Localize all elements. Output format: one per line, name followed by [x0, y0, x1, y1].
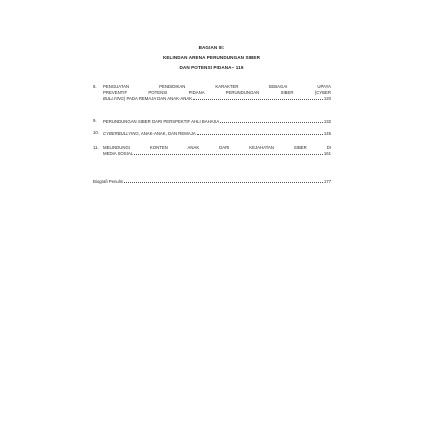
dot-leader	[124, 178, 323, 183]
dot-leader	[220, 118, 323, 123]
entry-number: 8.	[93, 84, 97, 89]
toc-entry-9[interactable]	[93, 118, 331, 125]
entry-title-end: MEDIA SOSIAL	[103, 151, 134, 157]
entry-title: PERUNDUNGAN SIBER DARI PERSPEKTIF AHLI BAHASA	[103, 118, 220, 124]
entry-title-rest: , ANAK-ANAK, DAN REMAJA	[138, 130, 196, 136]
toc-entry-11[interactable]	[93, 145, 331, 158]
part-title-line2	[0, 65, 423, 71]
dot-leader	[193, 96, 323, 101]
entry-line-1: MELINDUNGI KONTEN ANAK DARI KEJAHATAN SIBER DI	[103, 145, 331, 150]
entry-number: 11.	[93, 145, 99, 150]
entry-line-1	[103, 130, 331, 136]
entry-line-3	[103, 96, 331, 102]
entry-page-number: 132	[323, 118, 331, 124]
toc-entry-10[interactable]	[93, 130, 331, 137]
entry-page-number: 145	[323, 130, 331, 136]
entry-line-2	[103, 151, 331, 157]
entry-page-number: 177	[323, 178, 331, 184]
entry-text	[103, 118, 331, 124]
entry-text	[103, 145, 331, 157]
dot-leader	[134, 151, 323, 156]
part-label: BAGIAN III:	[198, 45, 225, 50]
toc-entry-biografi[interactable]	[93, 178, 331, 185]
entry-text	[103, 130, 331, 136]
part-title-text: DAN POTENSI PIDANA	[179, 65, 232, 70]
part-page-number: ~ 119	[231, 65, 244, 70]
entry-line-2: PREVENTIF POTENSI PIDANA PERUNDUNGAN SIBER (CYBER	[103, 89, 331, 95]
entry-number: 10.	[93, 130, 99, 135]
entry-italic-term: BULLYING	[103, 96, 124, 102]
entry-number: 9.	[93, 118, 97, 123]
entry-title: Biografi Penulis	[93, 178, 123, 184]
part-title-line1: KELINDAN ARENA PERUNDUNGAN SIBER	[162, 55, 261, 60]
entry-line-1	[93, 178, 331, 184]
entry-italic-term: CYBERBULLYING	[103, 130, 139, 136]
entry-line-3-rest: ) PADA REMAJA DAN ANAK-ANAK	[123, 96, 193, 102]
entry-text	[103, 84, 331, 102]
toc-entry-8[interactable]	[93, 84, 331, 114]
dot-leader	[197, 130, 323, 135]
entry-line-1	[103, 118, 331, 124]
entry-page-number: 161	[323, 151, 331, 157]
entry-page-number: 120	[323, 96, 331, 102]
entry-line-1: PENGUATAN PENDIDIKAN KARAKTER SEBAGAI UPAYA	[103, 84, 331, 89]
